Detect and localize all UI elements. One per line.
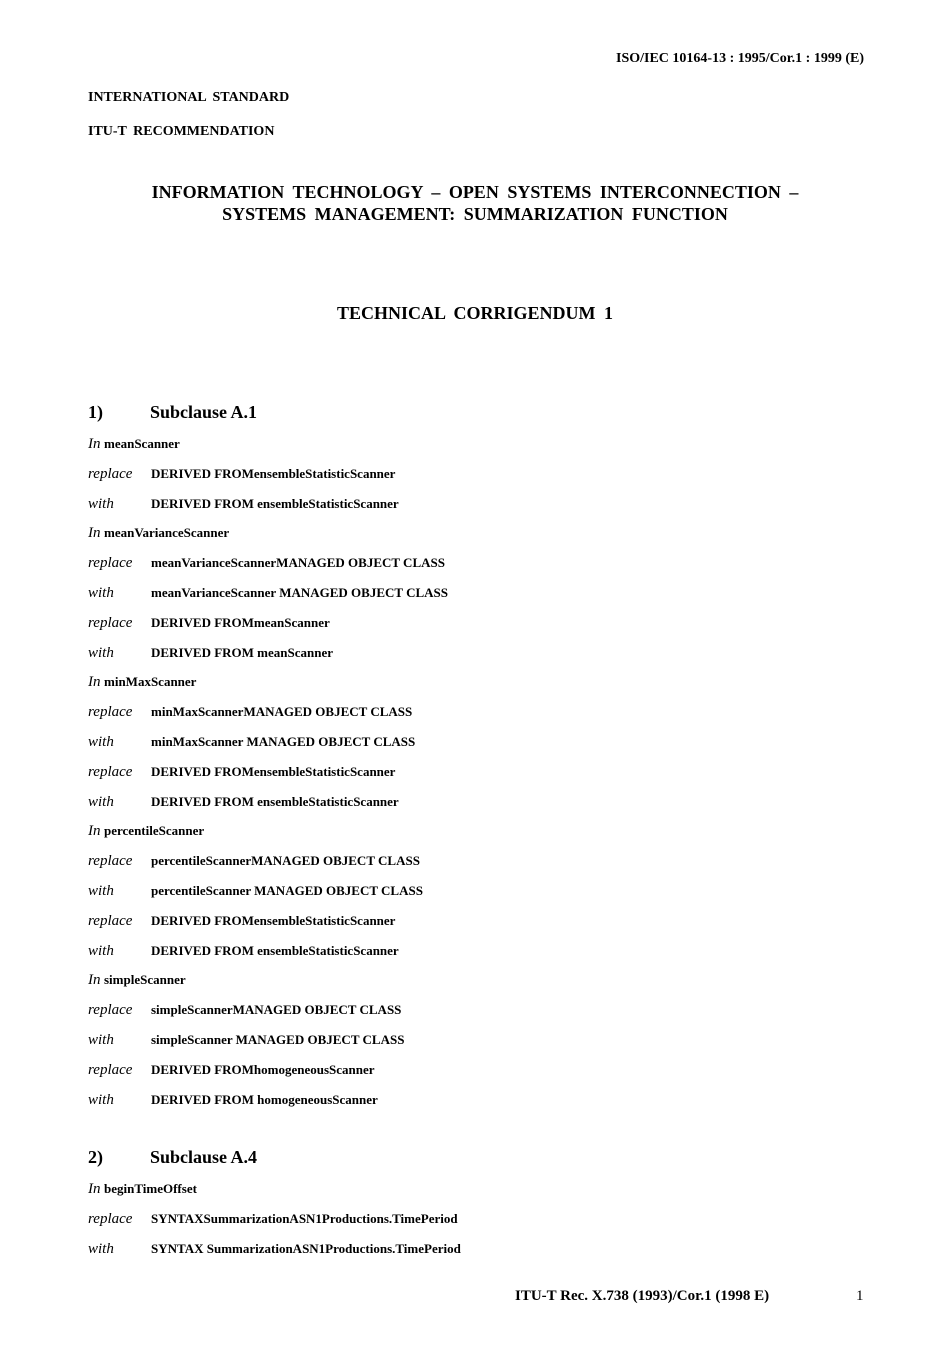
corrigendum-line <box>88 525 229 542</box>
line-keyword: with <box>88 1241 114 1257</box>
line-code: DERIVED FROM ensembleStatisticScanner <box>151 496 399 511</box>
corrigendum-line <box>88 645 333 662</box>
corrigendum-line <box>88 1062 375 1079</box>
corrigendum-line <box>88 943 399 960</box>
line-code: simpleScannerMANAGED OBJECT CLASS <box>151 1002 402 1017</box>
line-code: meanVarianceScanner MANAGED OBJECT CLASS <box>151 585 448 600</box>
line-keyword: replace <box>88 853 133 869</box>
line-code: minMaxScanner <box>104 674 197 689</box>
line-keyword: with <box>88 734 114 750</box>
line-code: DERIVED FROMmeanScanner <box>151 615 330 630</box>
line-keyword: replace <box>88 1062 133 1078</box>
subclause-title: Subclause A.4 <box>150 1147 258 1167</box>
line-code: simpleScanner MANAGED OBJECT CLASS <box>151 1032 405 1047</box>
line-code: SYNTAXSummarizationASN1Productions.TimePeriod <box>151 1211 458 1226</box>
corrigendum-line <box>88 615 330 632</box>
line-code: minMaxScanner MANAGED OBJECT CLASS <box>151 734 416 749</box>
recommendation-label: ITU-T RECOMMENDATION <box>88 124 275 139</box>
line-code: percentileScanner <box>104 823 205 838</box>
line-code: beginTimeOffset <box>104 1181 197 1196</box>
corrigendum-line <box>88 1032 404 1049</box>
line-code: DERIVED FROMensembleStatisticScanner <box>151 466 396 481</box>
corrigendum-line <box>88 853 420 870</box>
corrigendum-line <box>88 1002 401 1019</box>
line-code: DERIVED FROM meanScanner <box>151 645 333 660</box>
line-code: simpleScanner <box>104 972 186 987</box>
line-keyword: with <box>88 645 114 661</box>
subclause-heading <box>88 402 257 423</box>
corrigendum-line <box>88 913 395 930</box>
corrigendum-line <box>88 436 180 453</box>
line-code: meanVarianceScanner <box>104 525 230 540</box>
corrigendum-title: TECHNICAL CORRIGENDUM 1 <box>336 303 614 323</box>
subclause-number: 2) <box>88 1147 103 1167</box>
corrigendum-line <box>88 585 448 602</box>
corrigendum-line <box>88 972 186 989</box>
line-keyword: with <box>88 943 114 959</box>
line-keyword: replace <box>88 555 133 571</box>
line-keyword: with <box>88 794 114 810</box>
line-code: minMaxScannerMANAGED OBJECT CLASS <box>151 704 413 719</box>
corrigendum-line <box>88 734 415 751</box>
line-keyword: In <box>88 972 101 988</box>
line-keyword: In <box>88 674 101 690</box>
line-code: DERIVED FROMensembleStatisticScanner <box>151 913 396 928</box>
corrigendum-line <box>88 1181 197 1198</box>
corrigendum-line <box>88 496 399 513</box>
subclause-title: Subclause A.1 <box>150 402 258 422</box>
corrigendum-line <box>88 1092 378 1109</box>
line-keyword: replace <box>88 1211 133 1227</box>
line-keyword: replace <box>88 1002 133 1018</box>
line-keyword: with <box>88 883 114 899</box>
corrigendum-line <box>88 1211 458 1228</box>
line-code: DERIVED FROM homogeneousScanner <box>151 1092 378 1107</box>
subclause-heading <box>88 1147 257 1168</box>
corrigendum-line <box>88 764 395 781</box>
line-keyword: with <box>88 1032 114 1048</box>
line-code: meanVarianceScannerMANAGED OBJECT CLASS <box>151 555 445 570</box>
corrigendum-line <box>88 466 395 483</box>
title-line-2: SYSTEMS MANAGEMENT: SUMMARIZATION FUNCTION <box>222 204 728 224</box>
footer-recommendation: ITU-T Rec. X.738 (1993)/Cor.1 (1998 E) <box>515 1288 770 1304</box>
corrigendum-line <box>88 704 412 721</box>
corrigendum-line <box>88 883 423 900</box>
line-keyword: In <box>88 436 101 452</box>
line-code: percentileScannerMANAGED OBJECT CLASS <box>151 853 420 868</box>
line-keyword: In <box>88 525 101 541</box>
corrigendum-line <box>88 794 399 811</box>
line-keyword: with <box>88 496 114 512</box>
subclause-number: 1) <box>88 402 103 422</box>
line-code: SYNTAX SummarizationASN1Productions.TimePeriod <box>151 1241 461 1256</box>
line-keyword: In <box>88 823 101 839</box>
line-code: percentileScanner MANAGED OBJECT CLASS <box>151 883 423 898</box>
line-keyword: replace <box>88 764 133 780</box>
line-keyword: replace <box>88 615 133 631</box>
corrigendum-line <box>88 823 204 840</box>
document-id: ISO/IEC 10164-13 : 1995/Cor.1 : 1999 (E) <box>616 51 864 66</box>
corrigendum-line <box>88 555 445 572</box>
line-code: DERIVED FROM ensembleStatisticScanner <box>151 794 399 809</box>
corrigendum-line <box>88 674 196 691</box>
line-code: DERIVED FROMensembleStatisticScanner <box>151 764 396 779</box>
line-code: DERIVED FROMhomogeneousScanner <box>151 1062 375 1077</box>
line-code: meanScanner <box>104 436 180 451</box>
title-line-1: INFORMATION TECHNOLOGY – OPEN SYSTEMS INTERCONNECTION – <box>151 182 799 202</box>
line-code: DERIVED FROM ensembleStatisticScanner <box>151 943 399 958</box>
line-keyword: with <box>88 1092 114 1108</box>
corrigendum-line <box>88 1241 461 1258</box>
line-keyword: replace <box>88 913 133 929</box>
page-number: 1 <box>856 1288 864 1304</box>
line-keyword: replace <box>88 466 133 482</box>
standard-label: INTERNATIONAL STANDARD <box>88 90 290 105</box>
line-keyword: In <box>88 1181 101 1197</box>
line-keyword: replace <box>88 704 133 720</box>
line-keyword: with <box>88 585 114 601</box>
